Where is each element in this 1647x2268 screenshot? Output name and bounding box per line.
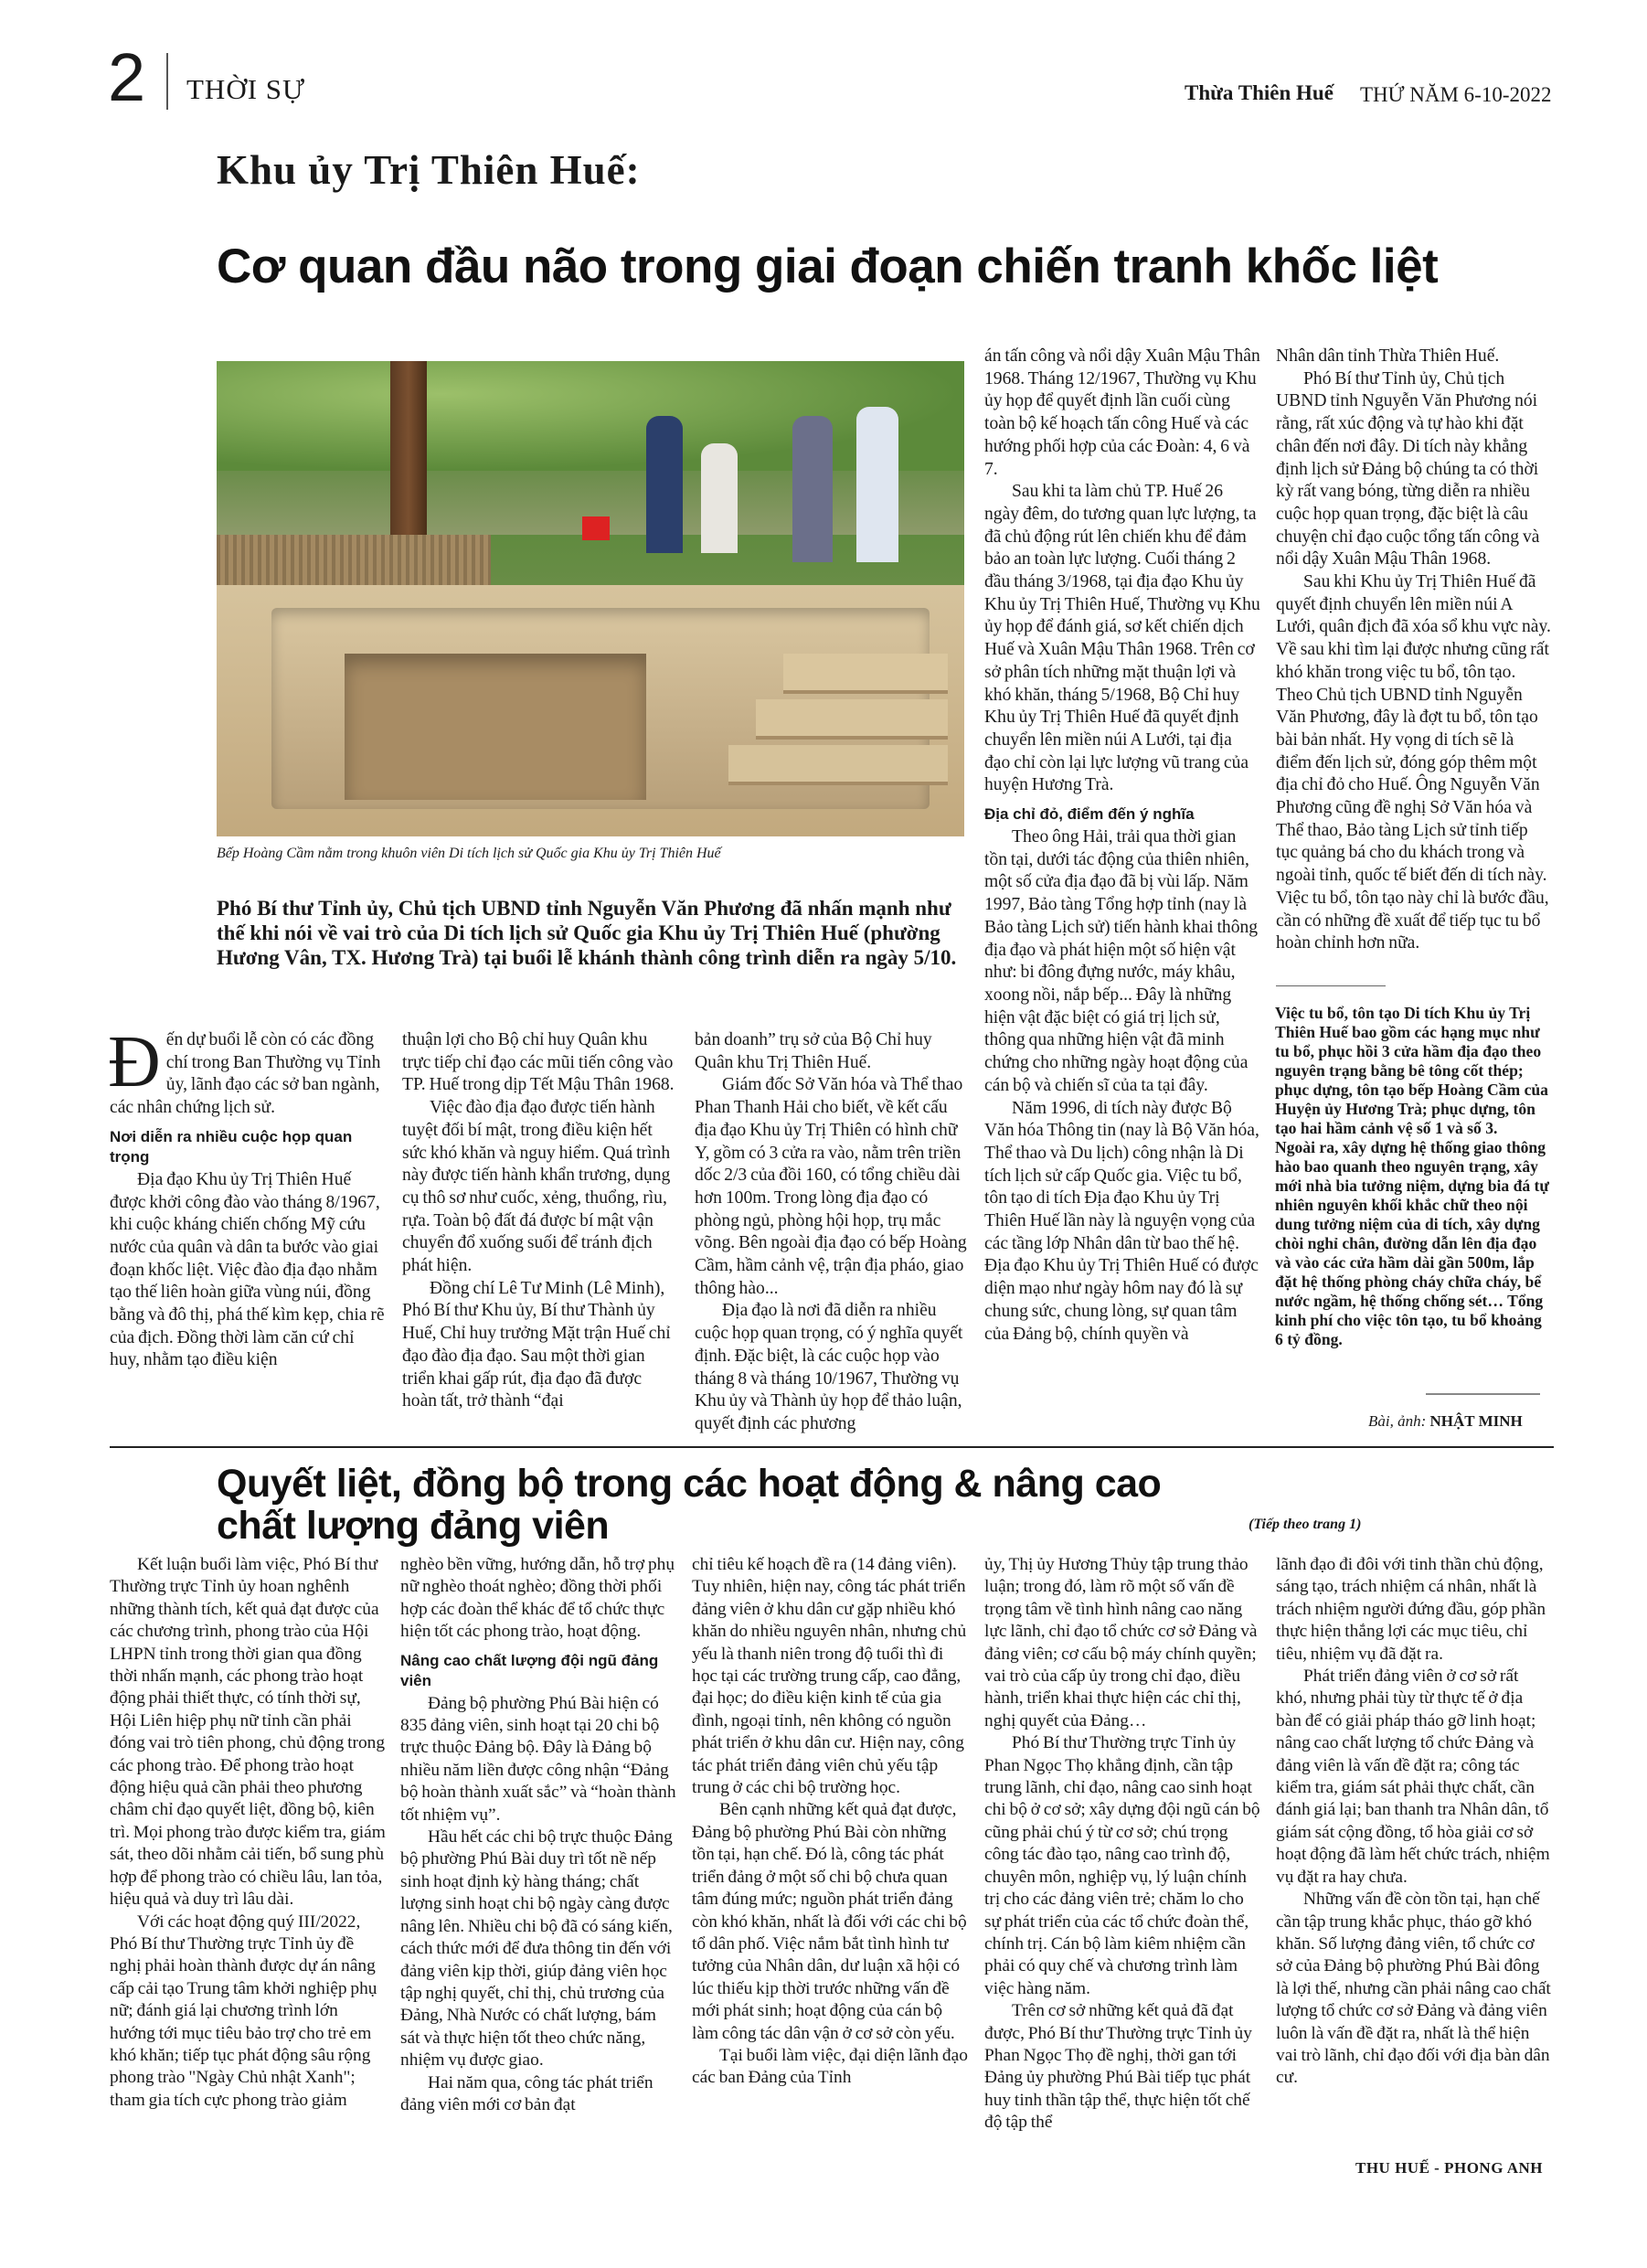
paragraph: Giám đốc Sở Văn hóa và Thể thao Phan Thanh Hải cho biết, về kết cấu địa đạo Khu ủy Trị Thiên có hình chữ Y, gồm có 3 cửa ra vào, nằm trên triền dốc 2/3 của đồi 160, có tổng chiều dài hơn 100m. Trong lòng địa đạo có phòng ngủ, phòng hội họp, trụ mắc võng. Bên ngoài địa đạo có bếp Hoàng Cầm, hầm cảnh vệ, trận địa pháo, giao thông hào... — [695, 1075, 967, 1298]
paragraph: Trên cơ sở những kết quả đã đạt được, Phó Bí thư Thường trực Tỉnh ủy Phan Ngọc Thọ đề nghị, thời gan tới Đảng ủy phường Phú Bài tiếp tục phát huy tinh thần tập thể, thực hiện tốt chế độ tập thể — [984, 2001, 1252, 2133]
paragraph-continued: nghèo bền vững, hướng dẫn, hỗ trợ phụ nữ nghèo thoát nghèo; đồng thời phối hợp các đoàn thể khác để tổ chức thực hiện tốt các phong trào, hoạt động. — [400, 1555, 675, 1642]
first-paragraph-text: ến dự buổi lễ còn có các đồng chí trong Ban Thường vụ Tỉnh ủy, lãnh đạo các sở ban ngành, các nhân chứng lịch sử. — [110, 1030, 381, 1118]
photo-thatch — [217, 535, 491, 590]
first-paragraph — [108, 1022, 386, 1120]
section-name: THỜI SỰ — [186, 73, 306, 105]
page-number: 2 — [108, 39, 146, 115]
photo-person — [646, 416, 683, 553]
paragraph: Việc đào địa đạo được tiến hành tuyệt đối bí mật, trong điều kiện hết sức khó khăn và nguy hiểm. Quá trình này được tiến hành khẩn trương, dụng cụ thô sơ như cuốc, xẻng, thuổng, rìu, rựa. Toàn bộ đất đá được bí mật vận chuyển đổ xuống suối để tránh địch phát hiện. — [402, 1098, 671, 1276]
paragraph: Phát triển đảng viên ở cơ sở rất khó, nhưng phải tùy từ thực tế ở địa bàn để có giải pháp tháo gỡ linh hoạt; nâng cao chất lượng tổ chức Đảng và đảng viên là vấn đề đặt ra; công tác kiểm tra, giám sát phải thực chất, cần đánh giá lại; ban thanh tra Nhân dân, tổ giám sát cộng đồng, tổ hòa giải cơ sở hoạt động đã làm hết chức trách, nhiệm vụ đặt ra hay chưa. — [1276, 1666, 1550, 1887]
article-kicker: Khu ủy Trị Thiên Huế: — [217, 147, 641, 193]
newspaper-name: Thừa Thiên Huế — [1185, 81, 1334, 104]
photo-step — [783, 654, 948, 690]
photo-trees — [217, 361, 964, 471]
article-column — [984, 346, 1260, 1346]
subheading: Địa chỉ đỏ, điểm đến ý nghĩa — [984, 805, 1195, 824]
photo-person — [856, 407, 898, 562]
paragraph: Những vấn đề còn tồn tại, hạn chế cần tập trung khắc phục, tháo gỡ khó khăn. Số lượng đảng viên, tổ chức cơ sở của Đảng bộ phường Phú Bài đông là lợi thế, nhưng cần phải nâng cao chất lượng tổ chức cơ sở Đảng và đảng viên luôn là vấn đề đặt ra, nhất là thể hiện vai trò lãnh, chỉ đạo đối với địa bàn dân cư. — [1276, 1890, 1551, 2088]
paragraph-continued: thuận lợi cho Bộ chỉ huy Quân khu trực tiếp chỉ đạo các mũi tiến công vào TP. Huế trong dịp Tết Mậu Thân 1968. — [402, 1030, 675, 1095]
article-column — [108, 1022, 386, 1372]
article-column — [1276, 346, 1552, 955]
article2-byline: THU HUẾ - PHONG ANH — [1355, 2159, 1544, 2177]
photo-caption: Bếp Hoàng Cầm nằm trong khuôn viên Di tích lịch sử Quốc gia Khu ủy Trị Thiên Huế — [217, 846, 721, 861]
subheading: Nơi diễn ra nhiều cuộc họp quan trọng — [110, 1127, 353, 1166]
photo-flag — [582, 516, 610, 540]
byline-author: NHẬT MINH — [1429, 1412, 1523, 1430]
paragraph: Địa đạo Khu ủy Trị Thiên Huế được khởi công đào vào tháng 8/1967, khi cuộc kháng chiến chống Mỹ cứu nước của quân và dân ta bước vào giai đoạn khốc liệt. Việc đào địa đạo nhằm tạo thế liên hoàn giữa vùng núi, đồng bằng và đô thị, phá thế kìm kẹp, chia rẽ của địch. Đồng thời làm căn cứ chỉ huy, nhằm tạo điều kiện — [110, 1169, 385, 1370]
photo-person — [792, 416, 833, 562]
paragraph: Phó Bí thư Tỉnh ủy, Chủ tịch UBND tỉnh Nguyễn Văn Phương nói rằng, rất xúc động và tự hào khi đặt chân đến nơi đây. Di tích này khẳng định lịch sử Đảng bộ chúng ta có thời kỳ rất vang bóng, từng diễn ra nhiều cuộc họp quan trọng, đặc biệt là câu chuyện chỉ đạo cuộc tổng tấn công và nổi dậy Xuân Mậu Thân 1968. — [1276, 368, 1540, 570]
box-divider — [1276, 985, 1386, 986]
paragraph: Kết luận buổi làm việc, Phó Bí thư Thường trực Tỉnh ủy hoan nghênh những thành tích, kết quả đạt được của các chương trình, phong trào của Hội LHPN tỉnh trong thời gian qua đồng thời nhấn mạnh, các phong trào hoạt động phải thiết thực, có tính thời sự, Hội Liên hiệp phụ nữ tỉnh cần phải đóng vai trò tiên phong, chủ động trong các phong trào. Để phong trào hoạt động hiệu quả cần phải theo phương châm chỉ đạo quyết liệt, đồng bộ, kiên trì. Mọi phong trào được kiểm tra, giám sát, theo dõi nhằm cải tiến, bổ sung phù hợp để phong trào có chiều lâu, lan tỏa, hiệu quả và duy trì lâu dài. — [110, 1555, 386, 1910]
article-column — [110, 1554, 386, 2112]
paragraph: Bên cạnh những kết quả đạt được, Đảng bộ phường Phú Bài còn những tồn tại, hạn chế. Đó là, công tác phát triển đảng ở một số chi bộ chưa quan tâm đúng mức; nguồn phát triển đảng còn khó khăn, nhất là đối với các chi bộ tổ dân phố. Việc nắm bắt tình hình tư tưởng của Nhân dân, dư luận xã hội có lúc thiếu kịp thời trước những vấn đề mới phát sinh; hoạt động của cán bộ làm công tác dân vận ở cơ sở còn yếu. — [692, 1800, 967, 2043]
photo-step — [756, 699, 948, 736]
paragraph-continued: Nhân dân tỉnh Thừa Thiên Huế. — [1276, 346, 1500, 366]
article-lead: Phó Bí thư Tỉnh ủy, Chủ tịch UBND tỉnh Nguyễn Văn Phương đã nhấn mạnh như thế khi nói về vai trò của Di tích lịch sử Quốc gia Khu ủy Trị Thiên Huế (phường Hương Vân, TX. Hương Trà) tại buổi lễ khánh thành công trình diễn ra ngày 5/10. — [217, 897, 957, 969]
article-separator — [110, 1446, 1554, 1448]
header-divider — [166, 53, 168, 110]
article-column — [1276, 1554, 1552, 2090]
byline-divider — [1426, 1393, 1540, 1395]
issue-date: THỨ NĂM 6-10-2022 — [1360, 83, 1552, 106]
paragraph: Việc tu bổ, tôn tạo Di tích Khu ủy Trị Thiên Huế bao gồm các hạng mục như tu bổ, phục hồi 3 cửa hầm địa đạo theo nguyên trạng bằng bê tông cốt thép; phục dựng, tôn tạo bếp Hoàng Cầm của Huyện ủy Hương Trà; phục dựng, tôn tạo hai hầm cảnh vệ số 1 và số 3. — [1275, 1004, 1548, 1137]
paragraph: Đồng chí Lê Tư Minh (Lê Minh), Phó Bí thư Khu ủy, Bí thư Thành ủy Huế, Chỉ huy trưởng Mặt trận Huế chỉ đạo đào địa đạo. Sau một thời gian triển khai gấp rút, địa đạo đã được hoàn tất, trở thành “đại — [402, 1278, 671, 1411]
paragraph: Với các hoạt động quý III/2022, Phó Bí thư Thường trực Tỉnh ủy đề nghị phải hoàn thành được dự án nâng cấp cải tạo Trung tâm khởi nghiệp phụ nữ; đánh giá lại chương trình lớn hướng tới mục tiêu bảo trợ cho trẻ em khó khăn; tiếp tục phát động sâu rộng phong trào "Ngày Chủ nhật Xanh"; tham gia tích cực phong trào giảm — [110, 1911, 377, 2110]
article-column — [400, 1554, 676, 2116]
continued-note: (Tiếp theo trang 1) — [1249, 1517, 1362, 1532]
article-column — [695, 1029, 971, 1436]
drop-cap: Đ — [108, 1022, 161, 1102]
paragraph: Ngoài ra, xây dựng hệ thống giao thông hào bao quanh theo nguyên trạng, xây mới nhà bia tưởng niệm, dựng bia đá tự nhiên nguyên khối khắc chữ theo nội dung tưởng niệm của di tích, xây dựng chòi nghỉ chân, đường dẫn lên địa đạo và vào các cửa hầm dài gần 500m, lắp đặt hệ thống phòng cháy chữa cháy, bể nước ngầm, hệ thống chống sét… Tổng kinh phí cho việc tôn tạo, tu bổ khoảng 6 tỷ đồng. — [1275, 1138, 1549, 1348]
paragraph: Hầu hết các chi bộ trực thuộc Đảng bộ phường Phú Bài duy trì tốt nề nếp sinh hoạt định kỳ hàng tháng; chất lượng sinh hoạt chi bộ ngày càng được nâng lên. Nhiều chi bộ đã có sáng kiến, cách thức mới để đưa thông tin đến với đảng viên kịp thời, giúp đảng viên học tập nghị quyết, chỉ thị, chủ trương của Đảng, Nhà Nước có chất lượng, bám sát và thực hiện tốt theo chức năng, nhiệm vụ được giao. — [400, 1827, 673, 2071]
photo-person — [701, 443, 738, 553]
paragraph: Sau khi Khu ủy Trị Thiên Huế đã quyết định chuyển lên miền núi A Lưới, quân địch đã xóa sổ khu vực này. Về sau khi tìm lại được nhưng cũng rất khó khăn trong việc tu bổ, tôn tạo. Theo Chủ tịch UBND tỉnh Nguyễn Văn Phương, đây là đợt tu bổ, tôn tạo bài bản nhất. Hy vọng di tích sẽ là điểm đến lịch sử, đóng góp thêm một địa chỉ đỏ cho Huế. Ông Nguyễn Văn Phương cũng đề nghị Sở Văn hóa và Thể thao, Bảo tàng Lịch sử tỉnh tiếp tục quảng bá cho du khách trong và ngoài tỉnh, quốc tế biết đến di tích này. Việc tu bổ, tôn tạo này chỉ là bước đầu, cần có những đề xuất để tiếp tục tu bổ hoàn chỉnh hơn nữa. — [1276, 572, 1551, 953]
paragraph: Theo ông Hải, trải qua thời gian tồn tại, dưới tác động của thiên nhiên, một số cửa địa đạo đã bị vùi lấp. Năm 1997, Bảo tàng Tổng hợp tỉnh (nay là Bảo tàng Lịch sử) tiến hành khai thông địa đạo và phát hiện một số hiện vật như: bi đông đựng nước, máy khâu, xoong nồi, nắp bếp... Đây là những hiện vật đặc biệt có giá trị lịch sử, thông qua những hiện vật đã minh chứng cho những ngày hoạt động của cán bộ và chiến sĩ của ta tại đây. — [984, 827, 1259, 1095]
column-body — [110, 1127, 386, 1372]
paragraph: Địa đạo là nơi đã diễn ra nhiều cuộc họp quan trọng, có ý nghĩa quyết định. Đặc biệt, là các cuộc họp vào tháng 8 và tháng 10/1967, Thường vụ Khu ủy và Thành ủy họp để thảo luận, quyết định các phương — [695, 1301, 963, 1433]
article2-headline: Quyết liệt, đồng bộ trong các hoạt động & nâng cao chất lượng đảng viên — [217, 1462, 1162, 1548]
paragraph-continued: bản doanh” trụ sở của Bộ Chỉ huy Quân khu Trị Thiên Huế. — [695, 1030, 932, 1072]
paragraph: Đảng bộ phường Phú Bài hiện có 835 đảng viên, sinh hoạt tại 20 chi bộ trực thuộc Đảng bộ. Đây là Đảng bộ nhiều năm liền được công nhận “Đảng bộ hoàn thành xuất sắc” và “hoàn thành tốt nhiệm vụ”. — [400, 1693, 676, 1825]
article-column — [692, 1554, 968, 2090]
paragraph-continued: chỉ tiêu kế hoạch đề ra (14 đảng viên). Tuy nhiên, hiện nay, công tác phát triển đảng viên ở khu dân cư gặp nhiều khó khăn do nhiều nguyên nhân, nhưng chủ yếu là thanh niên trong độ tuổi thì đi học tại các trường trung cấp, cao đẳng, đại học; do điều kiện kinh tế của gia đình, ngoại tỉnh, nên không có nguồn phát triển ở khu dân cư. Hiện nay, công tác phát triển đảng viên chủ yếu tập trung ở các chi bộ trường học. — [692, 1555, 967, 1798]
photo-pit — [345, 654, 646, 800]
paragraph: Sau khi ta làm chủ TP. Huế 26 ngày đêm, do tương quan lực lượng, ta đã chủ động rút lên chiến khu để đảm bảo an toàn lực lượng. Cuối tháng 2 đầu tháng 3/1968, tại địa đạo Khu ủy Khu ủy Trị Thiên Huế, Thường vụ Khu ủy họp để đánh giá, sơ kết chiến dịch Huế và Xuân Mậu Thân 1968. Trên cơ sở phân tích những mặt thuận lợi và khó khăn, tháng 5/1968, Bộ Chỉ huy Khu ủy Trị Thiên Huế đã quyết định chuyển lên miền núi A Lưới, tại địa đạo chỉ còn lại lực lượng vũ trang của huyện Hương Trà. — [984, 482, 1260, 795]
paragraph-continued: án tấn công và nổi dậy Xuân Mậu Thân 1968. Tháng 12/1967, Thường vụ Khu ủy họp để quyết định lần cuối cùng toàn bộ kế hoạch tấn công Huế và các hướng phối hợp của các Đoàn: 4, 6 và 7. — [984, 346, 1260, 479]
paragraph: Năm 1996, di tích này được Bộ Văn hóa Thông tin (nay là Bộ Văn hóa, Thể thao và Du lịch) công nhận là Di tích lịch sử cấp Quốc gia. Việc tu bổ, tôn tạo di tích Địa đạo Khu ủy Trị Thiên Huế lần này là nguyện vọng của các tầng lớp Nhân dân từ bao thế hệ. Địa đạo Khu ủy Trị Thiên Huế có được diện mạo như ngày hôm nay đó là sự chung sức, chung lòng, sự quan tâm của Đảng bộ, chính quyền và — [984, 1098, 1259, 1344]
article-byline — [1368, 1413, 1523, 1429]
article-column — [984, 1554, 1260, 2135]
paragraph: Hai năm qua, công tác phát triển đảng viên mới cơ bản đạt — [400, 2072, 653, 2114]
paragraph-continued: ủy, Thị ủy Hương Thủy tập trung thảo luận; trong đó, làm rõ một số vấn đề trọng tâm về tình hình nâng cao năng lực lãnh, chỉ đạo tổ chức cơ sở Đảng và đảng viên; cơ cấu bộ máy chính quyền; vai trò của cấp ủy trong chỉ đạo, điều hành, triển khai thực hiện các chỉ thị, nghị quyết của Đảng… — [984, 1555, 1258, 1730]
photo-step — [728, 745, 948, 782]
byline-label: Bài, ảnh: — [1368, 1412, 1427, 1430]
paragraph: Tại buổi làm việc, đại diện lãnh đạo các ban Đảng của Tỉnh — [692, 2045, 968, 2088]
article-photo — [217, 361, 964, 836]
article-headline: Cơ quan đầu não trong giai đoạn chiến tranh khốc liệt — [217, 240, 1439, 293]
paragraph: Phó Bí thư Thường trực Tỉnh ủy Phan Ngọc Thọ khẳng định, cần tập trung lãnh, chỉ đạo, nâng cao sinh hoạt chi bộ ở cơ sở; xây dựng đội ngũ cán bộ cũng phải chú ý từ cơ sở; chú trọng công tác đào tạo, nâng cao trình độ, chuyên môn, nghiệp vụ, lý luận chính trị cho các đảng viên trẻ; chăm lo cho sự phát triển của các tổ chức đoàn thể, chính trị. Cán bộ làm kiêm nhiệm cần phải có quy chế và chương trình làm việc hàng năm. — [984, 1733, 1260, 1998]
info-box — [1275, 1004, 1554, 1349]
article-column — [402, 1029, 678, 1413]
subheading: Nâng cao chất lượng đội ngũ đảng viên — [400, 1651, 659, 1689]
paragraph-continued: lãnh đạo đi đôi với tinh thần chủ động, sáng tạo, trách nhiệm cá nhân, nhất là trách nhiệm người đứng đầu, góp phần thực hiện thắng lợi các mục tiêu, chỉ tiêu, nhiệm vụ đã đặt ra. — [1276, 1555, 1546, 1664]
